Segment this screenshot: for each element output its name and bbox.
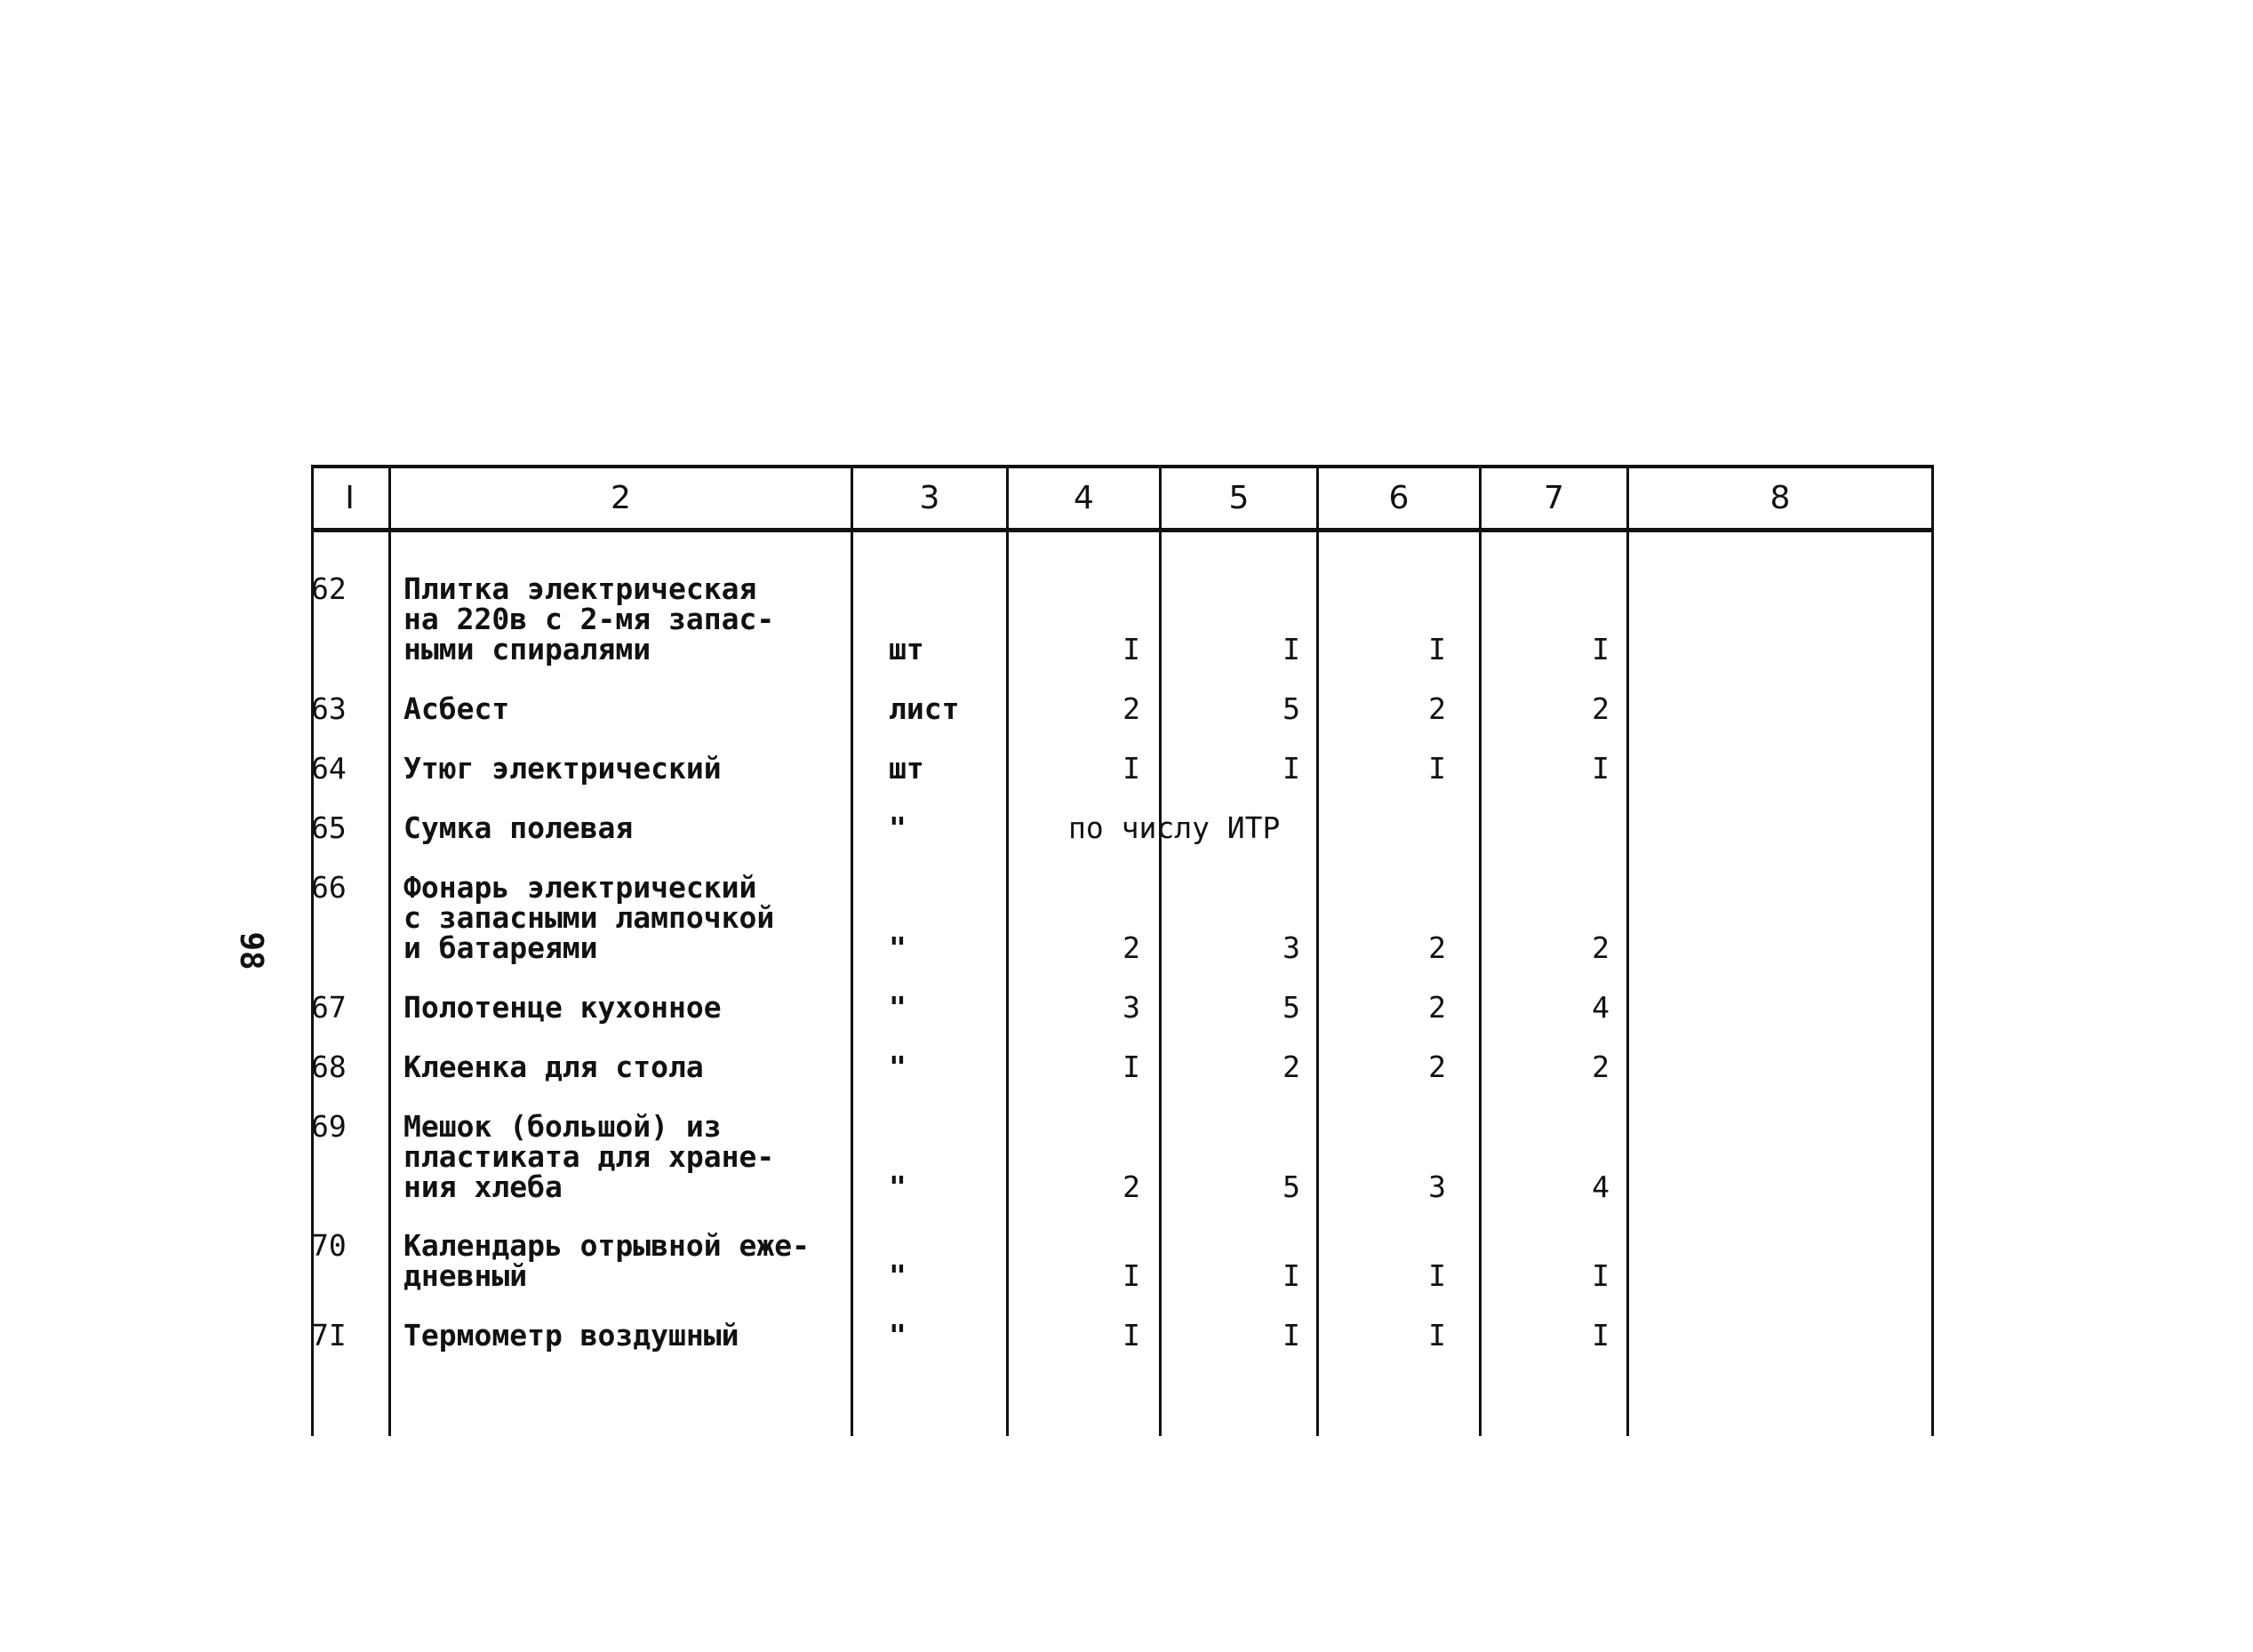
column-rule-left	[311, 465, 314, 1436]
header-row	[311, 468, 1934, 528]
row-number: 67	[311, 990, 347, 1025]
value-col-4: 3	[1123, 990, 1140, 1025]
row-number: 66	[311, 870, 347, 905]
row-number: 68	[311, 1049, 347, 1084]
unit-cell: "	[889, 930, 907, 965]
unit-cell: "	[889, 990, 907, 1025]
value-col-5: 3	[1282, 930, 1300, 965]
value-col-4: 2	[1123, 691, 1140, 726]
value-col-6: 3	[1428, 1169, 1446, 1204]
item-name: Клеенка для стола	[403, 1049, 704, 1084]
value-col-4: I	[1123, 632, 1140, 666]
item-name: Асбест	[403, 691, 510, 726]
value-col-4: 2	[1123, 930, 1140, 965]
value-col-5: I	[1282, 751, 1300, 786]
value-col-4: I	[1123, 1258, 1140, 1293]
row-number: 64	[311, 751, 347, 786]
unit-cell: "	[889, 1318, 907, 1353]
value-col-7: I	[1592, 632, 1610, 666]
item-name: Утюг электрический	[403, 751, 722, 786]
column-rule-2	[851, 465, 853, 1436]
value-col-5: 5	[1282, 691, 1300, 726]
value-col-7: 2	[1592, 930, 1610, 965]
value-col-6: I	[1428, 1318, 1446, 1353]
value-col-5: 2	[1282, 1049, 1300, 1084]
item-name: Полотенце кухонное	[403, 990, 722, 1025]
page-number: 98	[233, 931, 269, 970]
item-name: Термометр воздушный	[403, 1318, 739, 1353]
value-col-6: 2	[1428, 691, 1446, 726]
item-name: Фонарь электрический с запасными лампочкой и батареями	[403, 870, 775, 965]
value-col-5: 5	[1282, 1169, 1300, 1204]
header-col-2: 2	[611, 480, 631, 516]
row-number: 63	[311, 691, 347, 726]
value-col-4: 2	[1123, 1169, 1140, 1204]
value-col-6: I	[1428, 751, 1446, 786]
column-rule-3	[1006, 465, 1009, 1436]
value-col-4: I	[1123, 751, 1140, 786]
value-col-5: 5	[1282, 990, 1300, 1025]
value-col-7: 4	[1592, 990, 1610, 1025]
item-name: Сумка полевая	[403, 810, 634, 845]
row-number: 70	[311, 1228, 347, 1263]
header-col-4: 4	[1074, 480, 1094, 516]
header-col-8: 8	[1770, 480, 1791, 516]
unit-cell: "	[889, 1258, 907, 1293]
value-col-6: 2	[1428, 1049, 1446, 1084]
value-col-6: 2	[1428, 990, 1446, 1025]
item-name: Мешок (большой) из пластиката для хране- ния хлеба	[403, 1109, 775, 1204]
header-col-3: 3	[919, 480, 940, 516]
value-col-4: I	[1123, 1049, 1140, 1084]
value-col-7: I	[1592, 1258, 1610, 1293]
quantity-note: по числу ИТР	[1068, 810, 1281, 845]
header-bottom-rule	[311, 528, 1934, 532]
value-col-5: I	[1282, 1318, 1300, 1353]
row-number: 69	[311, 1109, 347, 1144]
value-col-7: I	[1592, 1318, 1610, 1353]
header-col-7: 7	[1544, 480, 1564, 516]
unit-cell: лист	[889, 691, 960, 726]
unit-cell: "	[889, 1049, 907, 1084]
header-col-6: 6	[1388, 480, 1410, 516]
value-col-7: 4	[1592, 1169, 1610, 1204]
unit-cell: шт	[889, 751, 924, 786]
header-col-5: 5	[1228, 480, 1250, 516]
value-col-5: I	[1282, 632, 1300, 666]
item-name: Календарь отрывной еже- дневный	[403, 1228, 810, 1293]
column-rule-1	[388, 465, 391, 1436]
value-col-7: I	[1592, 751, 1610, 786]
unit-cell: "	[889, 1169, 907, 1204]
unit-cell: "	[889, 810, 907, 845]
item-name: Плитка электрическая на 220в с 2-мя запас- ными спиралями	[403, 571, 775, 666]
value-col-6: I	[1428, 1258, 1446, 1293]
unit-cell: шт	[889, 632, 924, 666]
column-rule-right	[1931, 465, 1934, 1436]
row-number: 62	[311, 571, 347, 606]
value-col-6: I	[1428, 632, 1446, 666]
value-col-7: 2	[1592, 1049, 1610, 1084]
value-col-4: I	[1123, 1318, 1140, 1353]
value-col-5: I	[1282, 1258, 1300, 1293]
supply-table	[311, 465, 1934, 1436]
row-number: 7I	[311, 1318, 347, 1353]
value-col-7: 2	[1592, 691, 1610, 726]
header-col-1: I	[345, 480, 355, 516]
row-number: 65	[311, 810, 347, 845]
value-col-6: 2	[1428, 930, 1446, 965]
